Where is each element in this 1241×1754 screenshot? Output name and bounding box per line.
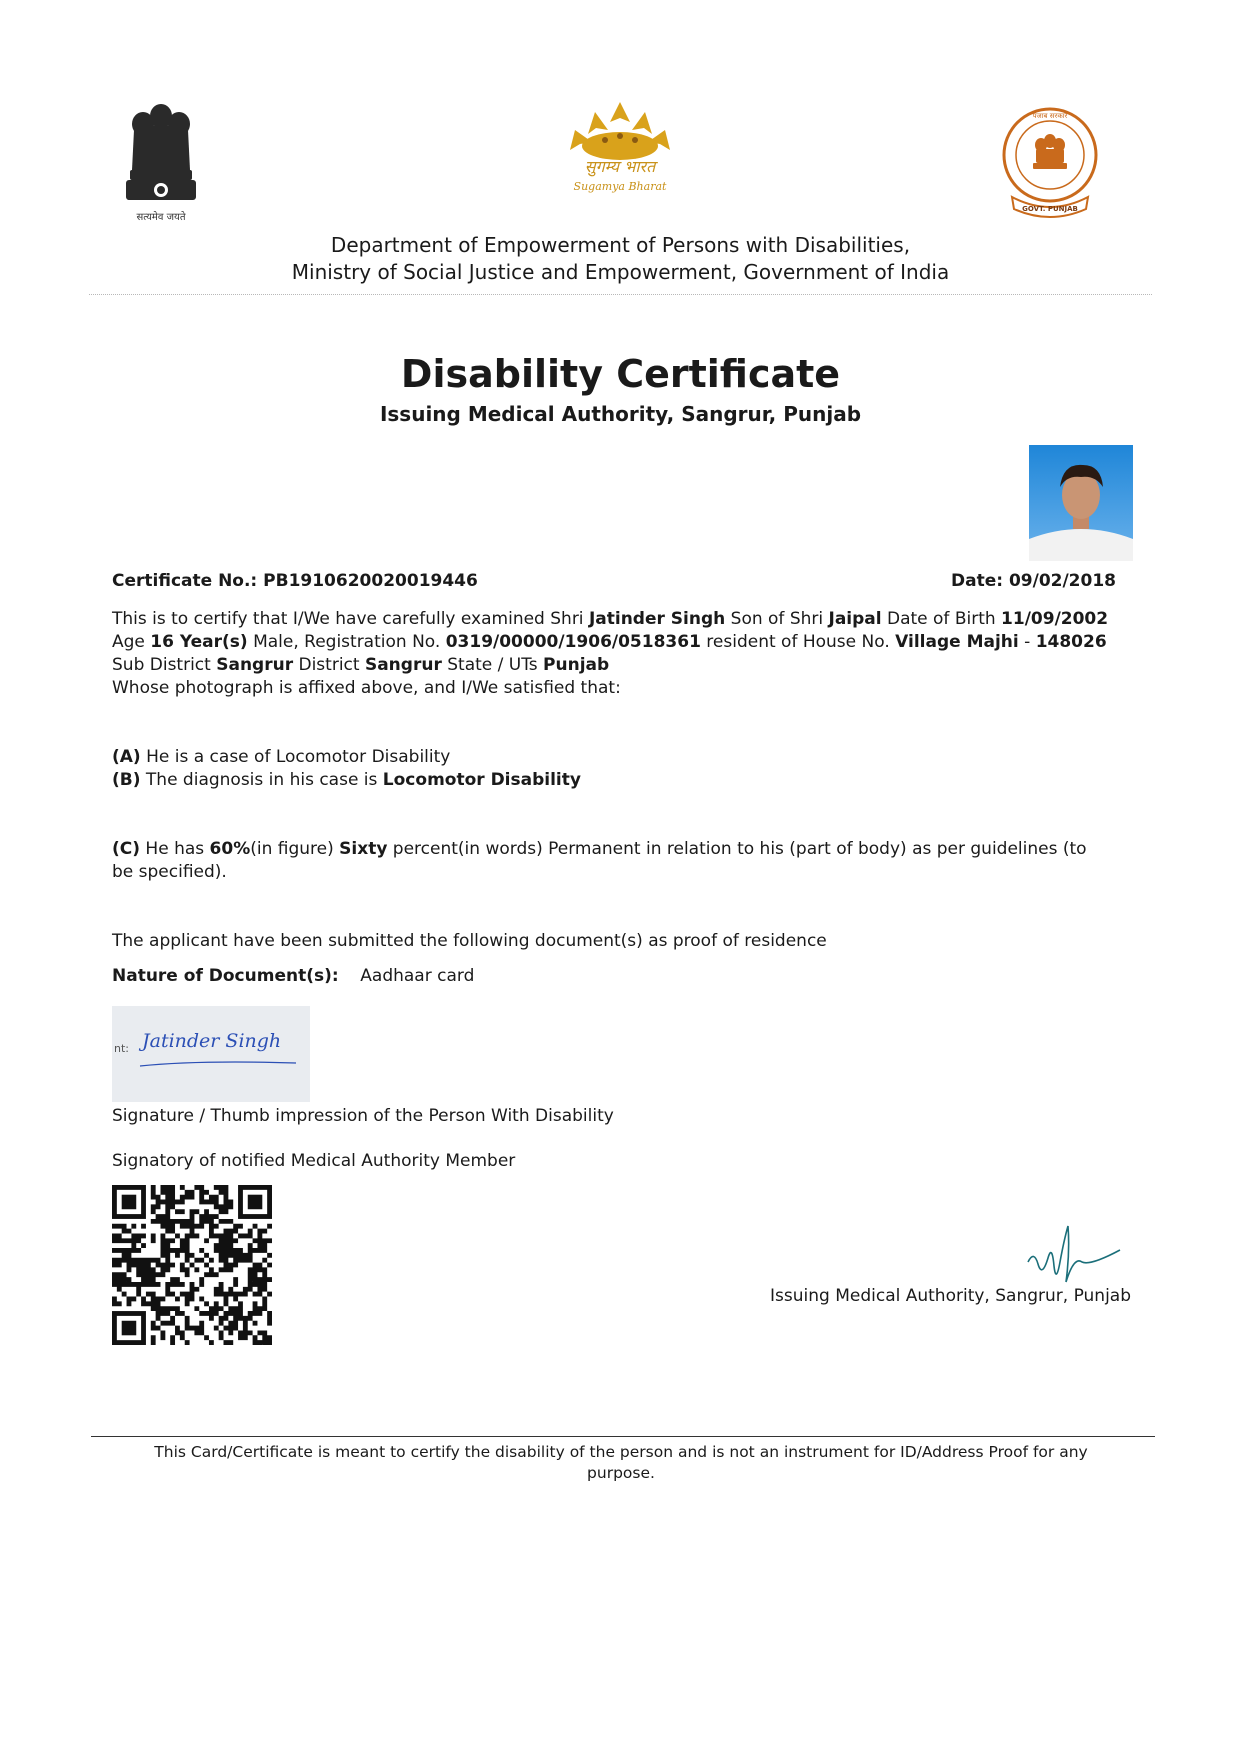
date-of-birth: 11/09/2002 <box>1001 609 1109 629</box>
person-signature-caption: Signature / Thumb impression of the Person With Disability <box>112 1106 614 1126</box>
sugamya-bharat-logo <box>560 100 680 200</box>
clause-b: (B) The diagnosis in his case is Locomotor Disability <box>112 770 581 790</box>
district: Sangrur <box>364 655 442 675</box>
body-line-3: Sub District Sangrur District Sangrur State / UTs Punjab <box>112 655 610 675</box>
applicant-signature: Jatinder Singh <box>142 1030 282 1052</box>
house-value: Village Majhi <box>895 632 1019 652</box>
page-subtitle: Issuing Medical Authority, Sangrur, Punjab <box>379 402 862 426</box>
page-title: Disability Certificate <box>400 352 841 396</box>
clause-c-continued: be specified). <box>112 862 227 882</box>
residence-intro: The applicant have been submitted the following document(s) as proof of residence <box>112 931 827 951</box>
sub-district: Sangrur <box>216 655 294 675</box>
footer-disclaimer: This Card/Certificate is meant to certify the disability of the person and is not an instrument for ID/Address Proof for any purpose. <box>154 1443 1088 1482</box>
clause-a: (A) He is a case of Locomotor Disability <box>112 747 451 767</box>
nature-of-document: Nature of Document(s): Aadhaar card <box>112 966 475 986</box>
authority-signatory-caption: Signatory of notified Medical Authority Member <box>112 1151 516 1171</box>
seal-top-text: पंजाब सरकार <box>1032 112 1068 120</box>
diagnosis-value: Locomotor Disability <box>382 770 581 790</box>
certificate-number: Certificate No.: PB1910620020019446 <box>112 571 478 591</box>
seal-bottom-text: GOVT. PUNJAB <box>1022 205 1078 213</box>
logo-subtext: Sugamya Bharat <box>573 180 667 193</box>
logo-text: सुगम्य भारत <box>584 157 656 176</box>
certificate-date: Date: 09/02/2018 <box>950 571 1116 591</box>
applicant-name: Jatinder Singh <box>588 609 726 629</box>
body-line-2: Age 16 Year(s) Male, Registration No. 0319/00000/1906/0518361 resident of House No. Village Majhi - 148026 <box>112 632 1107 652</box>
body-line-4: Whose photograph is affixed above, and I/We satisfied that: <box>112 678 621 698</box>
registration-number: 0319/00000/1906/0518361 <box>445 632 701 652</box>
disability-percent: 60% <box>209 839 251 859</box>
state: Punjab <box>543 655 610 675</box>
header-divider <box>89 294 1152 295</box>
document-type: Aadhaar card <box>360 966 475 986</box>
pin-code: 148026 <box>1035 632 1107 652</box>
govt-punjab-seal <box>1000 105 1100 225</box>
applicant-signature-box <box>112 1006 310 1102</box>
age-value: 16 Year(s) <box>150 632 248 652</box>
clause-c: (C) He has 60%(in figure) Sixty percent(in words) Permanent in relation to his (part of body) as per guidelines (to <box>112 839 1087 859</box>
issuing-authority-name: Issuing Medical Authority, Sangrur, Punjab <box>770 1286 1131 1306</box>
signature-prefix: nt: <box>114 1042 129 1055</box>
father-name: Jaipal <box>828 609 882 629</box>
national-emblem <box>118 100 204 228</box>
qr-code <box>112 1185 272 1345</box>
applicant-photo <box>1029 445 1133 561</box>
body-line-1: This is to certify that I/We have carefully examined Shri Jatinder Singh Son of Shri Jaipal Date of Birth 11/09/2002 <box>112 609 1109 629</box>
dept-line-1: Department of Empowerment of Persons with Disabilities, <box>330 233 911 257</box>
dept-line-2: Ministry of Social Justice and Empowerment, Government of India <box>291 260 950 284</box>
disability-percent-words: Sixty <box>339 839 388 859</box>
footer-divider <box>91 1436 1155 1437</box>
emblem-motto: सत्यमेव जयते <box>136 212 186 223</box>
